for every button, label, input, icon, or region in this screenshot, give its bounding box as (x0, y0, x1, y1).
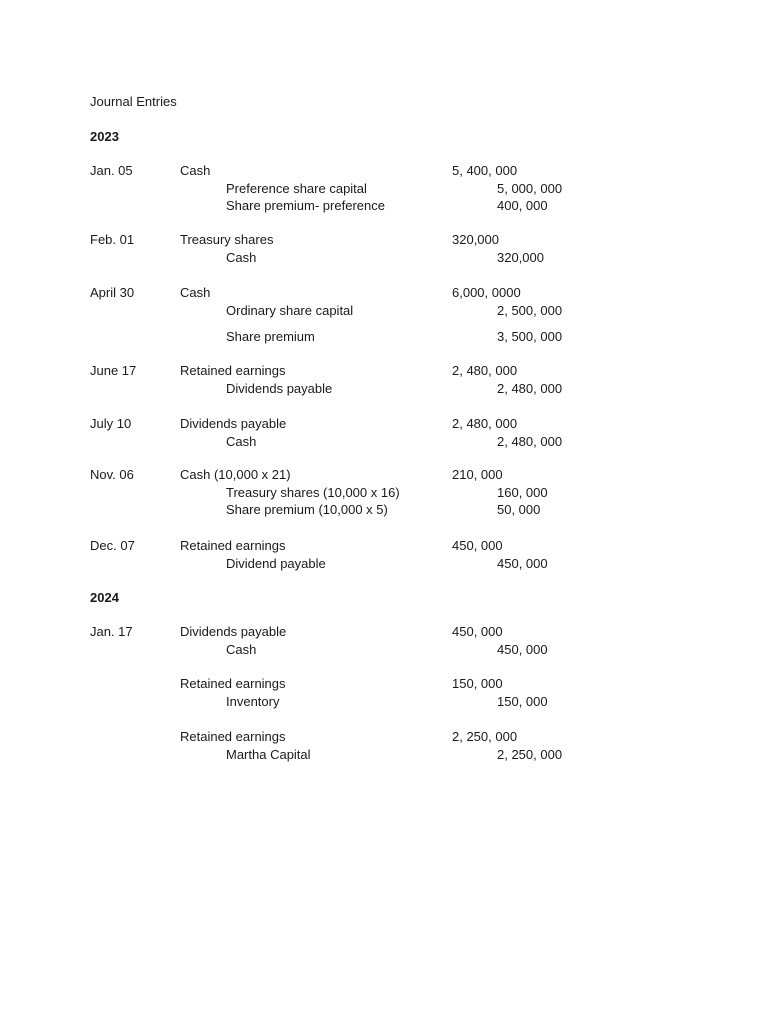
credit-amount: 400, 000 (497, 198, 548, 213)
debit-account: Cash (180, 163, 211, 178)
entry-line-credit (0, 556, 768, 574)
journal-entry (0, 467, 768, 520)
entry-date: Feb. 01 (90, 232, 135, 247)
debit-amount: 2, 480, 000 (452, 363, 518, 378)
credit-account: Cash (226, 249, 257, 265)
entry-line-credit (0, 250, 768, 268)
entry-line-credit (0, 434, 768, 452)
entry-date: Nov. 06 (90, 467, 134, 482)
entry-line-credit (0, 329, 768, 347)
debit-account: Cash (10,000 x 21) (180, 467, 291, 482)
year-heading-2023: 2023 (90, 129, 119, 144)
entry-date: Jan. 05 (90, 163, 133, 178)
entry-line-credit (0, 198, 768, 216)
credit-account: Cash (226, 641, 257, 657)
entry-line-debit (0, 676, 768, 694)
entry-line-credit (0, 502, 768, 520)
credit-account: Share premium (226, 328, 315, 344)
journal-entry (0, 676, 768, 711)
entry-line-debit (0, 538, 768, 556)
credit-amount: 3, 500, 000 (497, 328, 563, 344)
credit-amount: 2, 480, 000 (497, 433, 563, 449)
entry-line-debit (0, 285, 768, 303)
debit-amount: 2, 480, 000 (452, 416, 518, 431)
debit-amount: 2, 250, 000 (452, 729, 518, 744)
credit-account: Share premium (10,000 x 5) (226, 502, 388, 517)
journal-entry (0, 163, 768, 216)
entry-line-credit (0, 747, 768, 765)
entry-line-credit (0, 694, 768, 712)
debit-amount: 210, 000 (452, 467, 503, 482)
credit-amount: 5, 000, 000 (497, 180, 563, 196)
debit-account: Dividends payable (180, 416, 287, 431)
entry-date: June 17 (90, 363, 137, 378)
debit-amount: 150, 000 (452, 676, 503, 691)
credit-amount: 2, 500, 000 (497, 302, 563, 318)
credit-amount: 2, 250, 000 (497, 746, 563, 762)
credit-amount: 320,000 (497, 249, 544, 265)
credit-amount: 50, 000 (497, 502, 541, 517)
entry-line-debit (0, 467, 768, 485)
entry-date: Jan. 17 (90, 624, 133, 639)
credit-account: Treasury shares (10,000 x 16) (226, 484, 400, 500)
debit-account: Retained earnings (180, 676, 286, 691)
debit-account: Cash (180, 285, 211, 300)
credit-account: Martha Capital (226, 746, 311, 762)
credit-account: Preference share capital (226, 180, 367, 196)
credit-account: Dividends payable (226, 380, 333, 396)
credit-amount: 450, 000 (497, 641, 548, 657)
entry-date: July 10 (90, 416, 132, 431)
journal-entry (0, 285, 768, 346)
debit-amount: 320,000 (452, 232, 499, 247)
debit-amount: 450, 000 (452, 538, 503, 553)
entry-line-credit (0, 485, 768, 503)
credit-account: Inventory (226, 693, 280, 709)
credit-account: Cash (226, 433, 257, 449)
entry-line-debit (0, 163, 768, 181)
journal-entry (0, 232, 768, 267)
credit-account: Share premium- preference (226, 198, 385, 213)
debit-account: Retained earnings (180, 729, 286, 744)
journal-entry (0, 729, 768, 764)
entry-line-credit (0, 303, 768, 329)
debit-account: Treasury shares (180, 232, 274, 247)
entry-line-credit (0, 181, 768, 199)
debit-account: Dividends payable (180, 624, 287, 639)
credit-amount: 450, 000 (497, 555, 548, 571)
credit-amount: 2, 480, 000 (497, 380, 563, 396)
entry-line-credit (0, 381, 768, 399)
entry-line-debit (0, 363, 768, 381)
credit-amount: 150, 000 (497, 693, 548, 709)
journal-entry (0, 624, 768, 659)
journal-entry (0, 363, 768, 398)
page-title: Journal Entries (90, 94, 177, 109)
debit-amount: 6,000, 0000 (452, 285, 521, 300)
entry-line-debit (0, 232, 768, 250)
credit-amount: 160, 000 (497, 484, 548, 500)
year-heading-2024: 2024 (90, 590, 119, 605)
debit-account: Retained earnings (180, 538, 286, 553)
entry-line-credit (0, 642, 768, 660)
entry-line-debit (0, 729, 768, 747)
debit-amount: 5, 400, 000 (452, 163, 518, 178)
entry-line-debit (0, 416, 768, 434)
entry-line-debit (0, 624, 768, 642)
entry-date: April 30 (90, 285, 135, 300)
journal-entry (0, 538, 768, 573)
debit-amount: 450, 000 (452, 624, 503, 639)
credit-account: Dividend payable (226, 555, 326, 571)
debit-account: Retained earnings (180, 363, 286, 378)
entry-date: Dec. 07 (90, 538, 135, 553)
credit-account: Ordinary share capital (226, 302, 354, 318)
journal-entry (0, 416, 768, 451)
